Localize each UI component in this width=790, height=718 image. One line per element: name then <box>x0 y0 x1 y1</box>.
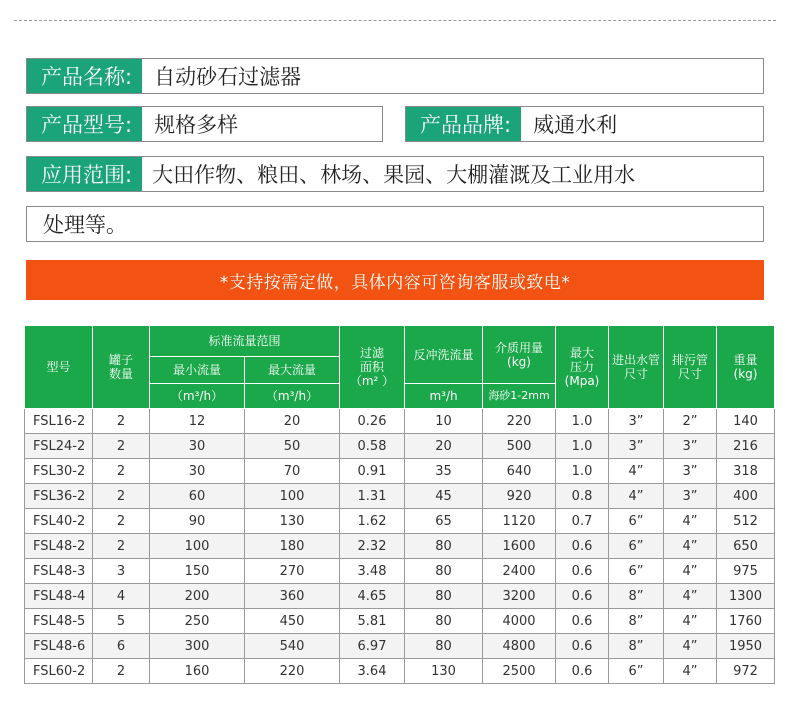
specification-table-body <box>25 409 775 684</box>
table-row <box>25 659 775 684</box>
table-cell: 6” <box>609 509 664 534</box>
table-cell: 2 <box>93 534 150 559</box>
table-cell: 60 <box>150 484 245 509</box>
table-cell: 4800 <box>483 634 556 659</box>
table-cell: 3” <box>664 484 717 509</box>
header-max-flow: 最大流量 <box>245 357 340 384</box>
table-cell: 0.26 <box>340 409 405 434</box>
table-cell: 1.62 <box>340 509 405 534</box>
table-cell: 450 <box>245 609 340 634</box>
table-cell: 3” <box>609 409 664 434</box>
table-cell: 0.8 <box>556 484 609 509</box>
table-cell: 1760 <box>717 609 775 634</box>
table-cell-model: FSL48-3 <box>25 559 93 584</box>
table-cell: 1120 <box>483 509 556 534</box>
table-cell: 0.7 <box>556 509 609 534</box>
header-backwash-flow: 反冲洗流量 <box>405 326 483 384</box>
product-name-row <box>26 58 764 94</box>
table-cell: 220 <box>245 659 340 684</box>
header-min-flow: 最小流量 <box>150 357 245 384</box>
table-cell: 100 <box>150 534 245 559</box>
header-inlet-outlet-size <box>609 326 664 409</box>
custom-order-banner: *支持按需定做，具体内容可咨询客服或致电* <box>26 260 764 300</box>
header-drain-size-text: 排污管 尺寸 <box>672 353 709 381</box>
table-cell: 4” <box>664 559 717 584</box>
table-cell: 3” <box>664 434 717 459</box>
header-filter-area <box>340 326 405 409</box>
table-cell: 65 <box>405 509 483 534</box>
table-cell: 10 <box>405 409 483 434</box>
header-filter-area-text: 过滤 面积 （m² ） <box>349 346 395 388</box>
table-cell: 80 <box>405 534 483 559</box>
table-cell: 220 <box>483 409 556 434</box>
table-cell: 35 <box>405 459 483 484</box>
application-scope-label: 应用范围: <box>27 157 142 191</box>
table-cell: 920 <box>483 484 556 509</box>
table-cell: 2” <box>664 409 717 434</box>
table-cell: 4” <box>664 634 717 659</box>
header-media-unit: 海砂1-2mm <box>483 384 556 409</box>
table-cell: 500 <box>483 434 556 459</box>
table-row <box>25 559 775 584</box>
table-cell: 0.6 <box>556 634 609 659</box>
table-cell-model: FSL30-2 <box>25 459 93 484</box>
table-cell: 80 <box>405 559 483 584</box>
table-row <box>25 409 775 434</box>
header-inlet-outlet-size-text: 进出水管 尺寸 <box>612 353 661 381</box>
table-cell: 0.6 <box>556 659 609 684</box>
table-row <box>25 534 775 559</box>
application-scope-continued-row <box>26 206 764 242</box>
header-standard-flow-range: 标准流量范围 <box>150 326 340 357</box>
application-scope-row <box>26 156 764 192</box>
table-cell: 3 <box>93 559 150 584</box>
table-cell: 200 <box>150 584 245 609</box>
table-cell: 4” <box>664 509 717 534</box>
specification-table <box>24 325 775 684</box>
product-brand-row <box>405 106 764 142</box>
table-cell: 1.0 <box>556 434 609 459</box>
product-model-row <box>26 106 383 142</box>
product-brand-value: 威通水利 <box>533 113 618 137</box>
table-cell: 5 <box>93 609 150 634</box>
table-cell: 180 <box>245 534 340 559</box>
header-backwash-unit: m³/h <box>405 384 483 409</box>
header-max-pressure-text: 最大 压力 (Mpa) <box>564 346 600 388</box>
table-cell: 6” <box>609 659 664 684</box>
table-cell: 540 <box>245 634 340 659</box>
table-cell: 2500 <box>483 659 556 684</box>
application-scope-continued: 处理等。 <box>43 213 127 237</box>
table-cell: 4” <box>609 484 664 509</box>
header-media-amount-text: 介质用量 (kg) <box>495 340 544 369</box>
table-cell: 4 <box>93 584 150 609</box>
table-row <box>25 509 775 534</box>
table-cell: 400 <box>717 484 775 509</box>
table-cell-model: FSL48-6 <box>25 634 93 659</box>
table-cell: 4000 <box>483 609 556 634</box>
header-weight <box>717 326 775 409</box>
table-cell: 3” <box>609 434 664 459</box>
table-cell: 640 <box>483 459 556 484</box>
table-cell: 250 <box>150 609 245 634</box>
table-cell: 4” <box>664 584 717 609</box>
table-cell: 270 <box>245 559 340 584</box>
header-weight-text: 重量 (kg) <box>733 353 758 381</box>
table-cell: 4” <box>664 609 717 634</box>
product-model-label: 产品型号: <box>27 107 142 141</box>
table-cell-model: FSL48-5 <box>25 609 93 634</box>
table-cell: 8” <box>609 634 664 659</box>
application-scope-value: 大田作物、粮田、林场、果园、大棚灌溉及工业用水 <box>152 163 636 187</box>
table-cell: 30 <box>150 459 245 484</box>
table-row <box>25 584 775 609</box>
table-cell: 80 <box>405 609 483 634</box>
table-cell: 80 <box>405 634 483 659</box>
table-cell: 2 <box>93 509 150 534</box>
table-cell: 3.48 <box>340 559 405 584</box>
table-cell: 6” <box>609 534 664 559</box>
table-cell: 1.31 <box>340 484 405 509</box>
table-cell: 0.6 <box>556 559 609 584</box>
table-row <box>25 459 775 484</box>
table-cell-model: FSL24-2 <box>25 434 93 459</box>
table-row <box>25 634 775 659</box>
table-cell: 90 <box>150 509 245 534</box>
table-cell-model: FSL48-4 <box>25 584 93 609</box>
table-cell: 2.32 <box>340 534 405 559</box>
table-cell: 300 <box>150 634 245 659</box>
top-dashed-divider <box>14 20 776 21</box>
table-cell-model: FSL48-2 <box>25 534 93 559</box>
table-cell: 975 <box>717 559 775 584</box>
table-cell: 0.91 <box>340 459 405 484</box>
table-cell: 2 <box>93 659 150 684</box>
table-cell: 1300 <box>717 584 775 609</box>
table-cell: 45 <box>405 484 483 509</box>
table-cell: 2 <box>93 459 150 484</box>
table-cell: 512 <box>717 509 775 534</box>
table-cell: 3.64 <box>340 659 405 684</box>
table-cell: 4” <box>664 534 717 559</box>
table-cell: 1950 <box>717 634 775 659</box>
table-cell-model: FSL60-2 <box>25 659 93 684</box>
table-cell: 0.58 <box>340 434 405 459</box>
table-cell: 360 <box>245 584 340 609</box>
table-cell: 2 <box>93 409 150 434</box>
table-cell: 6 <box>93 634 150 659</box>
header-tank-count <box>93 326 150 409</box>
table-cell: 650 <box>717 534 775 559</box>
header-media-amount <box>483 326 556 384</box>
table-cell: 5.81 <box>340 609 405 634</box>
table-cell: 3200 <box>483 584 556 609</box>
table-cell: 4.65 <box>340 584 405 609</box>
table-cell: 2 <box>93 484 150 509</box>
table-cell: 130 <box>245 509 340 534</box>
table-cell: 12 <box>150 409 245 434</box>
table-cell: 4” <box>609 459 664 484</box>
table-row <box>25 609 775 634</box>
product-name-label: 产品名称: <box>27 59 142 93</box>
table-cell: 140 <box>717 409 775 434</box>
table-row <box>25 484 775 509</box>
table-cell: 0.6 <box>556 609 609 634</box>
header-min-flow-unit: （m³/h） <box>150 384 245 409</box>
header-model: 型号 <box>25 326 93 409</box>
table-cell: 150 <box>150 559 245 584</box>
table-cell: 80 <box>405 584 483 609</box>
table-cell: 2400 <box>483 559 556 584</box>
table-cell: 8” <box>609 609 664 634</box>
table-cell: 160 <box>150 659 245 684</box>
table-cell: 30 <box>150 434 245 459</box>
table-cell: 70 <box>245 459 340 484</box>
table-row <box>25 434 775 459</box>
table-cell: 0.6 <box>556 534 609 559</box>
table-cell-model: FSL16-2 <box>25 409 93 434</box>
table-cell: 1.0 <box>556 409 609 434</box>
table-cell: 1.0 <box>556 459 609 484</box>
table-cell: 318 <box>717 459 775 484</box>
table-cell: 1600 <box>483 534 556 559</box>
table-cell-model: FSL36-2 <box>25 484 93 509</box>
header-drain-size <box>664 326 717 409</box>
table-cell: 8” <box>609 584 664 609</box>
table-cell: 6.97 <box>340 634 405 659</box>
table-cell-model: FSL40-2 <box>25 509 93 534</box>
table-cell: 50 <box>245 434 340 459</box>
table-cell: 972 <box>717 659 775 684</box>
product-name-value: 自动砂石过滤器 <box>154 65 302 89</box>
header-max-flow-unit: （m³/h） <box>245 384 340 409</box>
table-cell: 20 <box>405 434 483 459</box>
table-cell: 6” <box>609 559 664 584</box>
header-tank-count-text: 罐子 数量 <box>108 353 133 381</box>
table-cell: 100 <box>245 484 340 509</box>
table-cell: 130 <box>405 659 483 684</box>
table-cell: 0.6 <box>556 584 609 609</box>
header-max-pressure <box>556 326 609 409</box>
table-cell: 20 <box>245 409 340 434</box>
table-cell: 216 <box>717 434 775 459</box>
product-model-value: 规格多样 <box>154 113 239 137</box>
product-brand-label: 产品品牌: <box>406 107 521 141</box>
table-cell: 3” <box>664 459 717 484</box>
table-cell: 4” <box>664 659 717 684</box>
table-cell: 2 <box>93 434 150 459</box>
